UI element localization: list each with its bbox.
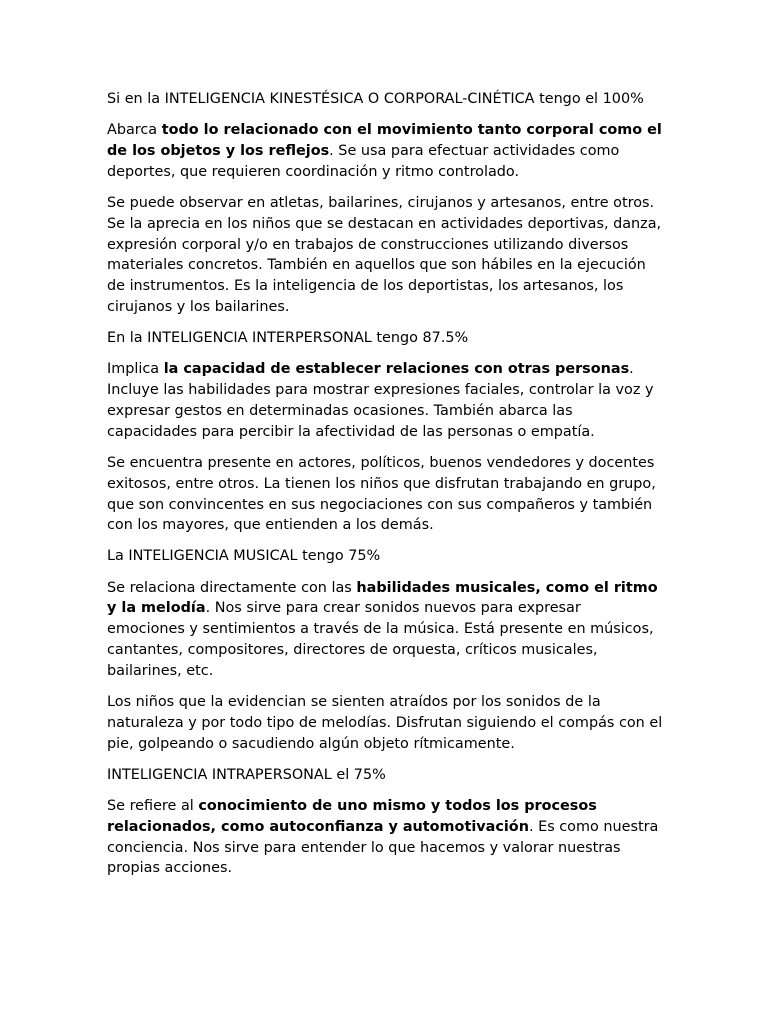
document-page bbox=[107, 89, 663, 890]
text-run: Los niños que la evidencian se sienten atraídos por los sonidos de la naturaleza y por todo tipo de melodías. Disfrutan siguiendo el compás con el pie, golpeando o sacudiendo algún objeto rítmicamente. bbox=[107, 694, 663, 752]
paragraph-kinestesica-examples bbox=[107, 193, 663, 318]
bold-text-run: conocimiento de uno mismo y todos los procesos relacionados, como autoconfianza y automotivación bbox=[107, 798, 597, 835]
bold-text-run: la capacidad de establecer relaciones con otras personas bbox=[163, 361, 630, 378]
text-run: Se relaciona directamente con las bbox=[107, 579, 357, 596]
text-run: Si en la INTELIGENCIA KINESTÉSICA O CORPORAL-CINÉTICA tengo el 100% bbox=[107, 91, 644, 107]
text-run: Abarca bbox=[107, 122, 162, 139]
text-run: Se refiere al bbox=[107, 798, 199, 815]
text-run: . Incluye las habilidades para mostrar expresiones faciales, controlar la voz y expresar gestos en determinadas ocasiones. También abarca las capacidades para percibir la afectividad de las personas o empatía. bbox=[107, 361, 654, 440]
paragraph-kinestesica-definition bbox=[107, 120, 663, 182]
text-run: . Se usa para efectuar actividades como deportes, que requieren coordinación y ritmo controlado. bbox=[107, 142, 620, 180]
text-run: Se puede observar en atletas, bailarines, cirujanos y artesanos, entre otros. Se la aprecia en los niños que se destacan en actividades deportivas, danza, expresión corporal y/o en trabajos de construcciones utilizando diversos materiales concretos. También en aquellos que son hábiles en la ejecución de instrumentos. Es la inteligencia de los deportistas, los artesanos, los cirujanos y los bailarines. bbox=[107, 194, 662, 315]
paragraph-intrapersonal-definition bbox=[107, 796, 663, 879]
paragraph-interpersonal-examples bbox=[107, 453, 663, 536]
paragraph-musical-examples bbox=[107, 692, 663, 754]
bold-text-run: habilidades musicales, como el ritmo y la melodía bbox=[107, 579, 658, 617]
paragraph-interpersonal-heading bbox=[107, 328, 663, 349]
bold-text-run: todo lo relacionado con el movimiento tanto corporal como el de los objetos y los reflejos bbox=[107, 122, 662, 159]
paragraph-kinestesica-heading bbox=[107, 89, 663, 110]
paragraph-intrapersonal-heading bbox=[107, 765, 663, 786]
text-run: Se encuentra presente en actores, políticos, buenos vendedores y docentes exitosos, entre otros. La tienen los niños que disfrutan trabajando en grupo, que son convincentes en sus negociaciones con sus compañeros y también con los mayores, que entienden a los demás. bbox=[107, 454, 656, 534]
text-run: . Es como nuestra conciencia. Nos sirve para entender lo que hacemos y valorar nuestras propias acciones. bbox=[107, 818, 659, 877]
paragraph-interpersonal-definition bbox=[107, 359, 663, 442]
text-run: . Nos sirve para crear sonidos nuevos para expresar emociones y sentimientos a través de la música. Está presente en músicos, cantantes, compositores, directores de orquesta, críticos musicales, bailarines, etc. bbox=[107, 600, 654, 679]
text-run: La INTELIGENCIA MUSICAL tengo 75% bbox=[107, 548, 381, 565]
paragraph-musical-definition bbox=[107, 578, 663, 682]
text-run: INTELIGENCIA INTRAPERSONAL el 75% bbox=[107, 766, 386, 783]
paragraph-musical-heading bbox=[107, 546, 663, 567]
text-run: En la INTELIGENCIA INTERPERSONAL tengo 87.5% bbox=[107, 330, 469, 347]
text-run: Implica bbox=[107, 361, 164, 378]
